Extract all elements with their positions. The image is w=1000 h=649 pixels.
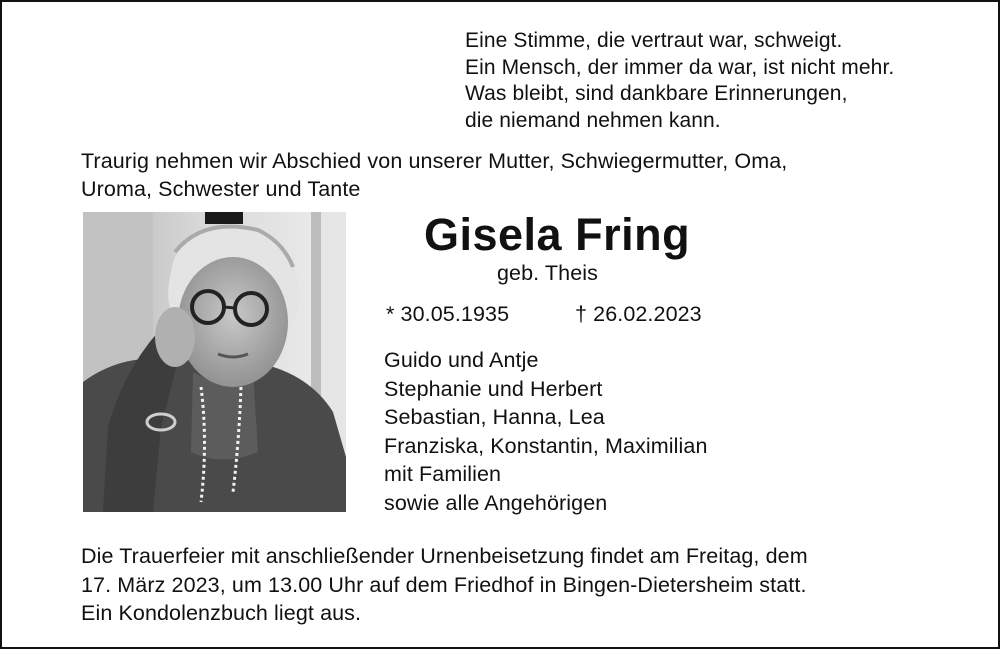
- mourner-line: Guido und Antje: [384, 348, 539, 372]
- intro-text: [81, 147, 787, 203]
- mourner-line: sowie alle Angehörigen: [384, 490, 608, 515]
- funeral-line: Ein Kondolenzbuch liegt aus.: [81, 601, 362, 625]
- funeral-info: [81, 542, 808, 628]
- poem-line: Ein Mensch, der immer da war, ist nicht mehr.: [465, 55, 895, 79]
- mourner-line: Franziska, Konstantin, Maximilian: [384, 433, 708, 458]
- mourner-line: Sebastian, Hanna, Lea: [384, 405, 605, 429]
- maiden-name: geb. Theis: [497, 261, 599, 285]
- mourners-list: [384, 346, 708, 517]
- poem-line: Eine Stimme, die vertraut war, schweigt.: [465, 29, 843, 52]
- birth-date: * 30.05.1935: [386, 302, 510, 326]
- death-date: † 26.02.2023: [575, 302, 702, 326]
- funeral-line: Die Trauerfeier mit anschließender Urnenbeisetzung findet am Freitag, dem: [81, 544, 808, 568]
- deceased-name: Gisela Fring: [424, 209, 691, 260]
- intro-line: Traurig nehmen wir Abschied von unserer Mutter, Schwiegermutter, Oma,: [81, 149, 788, 173]
- mourner-line: Stephanie und Herbert: [384, 376, 603, 401]
- poem-line: Was bleibt, sind dankbare Erinnerungen,: [465, 82, 848, 105]
- intro-line: Uroma, Schwester und Tante: [81, 177, 361, 201]
- funeral-line: 17. März 2023, um 13.00 Uhr auf dem Friedhof in Bingen-Dietersheim statt.: [81, 572, 807, 597]
- mourner-line: mit Familien: [384, 462, 502, 486]
- poem: [465, 28, 894, 134]
- portrait-photo: [83, 212, 346, 512]
- poem-line: die niemand nehmen kann.: [465, 108, 721, 132]
